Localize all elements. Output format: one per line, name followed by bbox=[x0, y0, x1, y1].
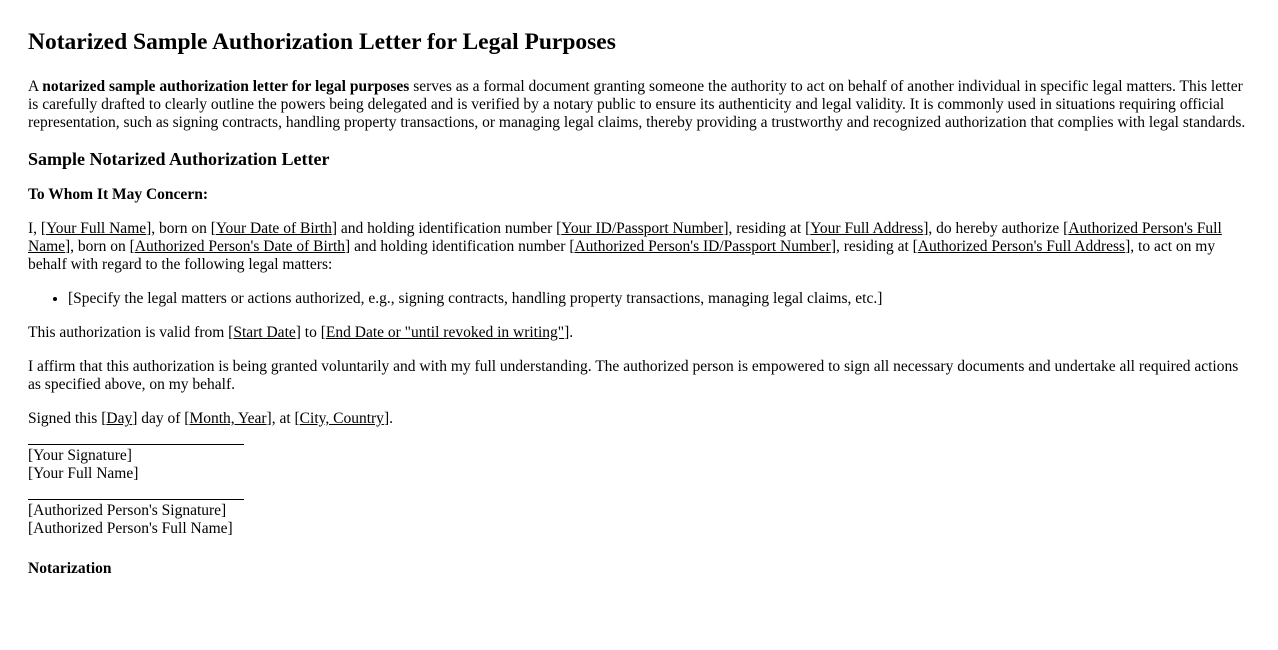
signature-block-grantor bbox=[28, 444, 1250, 483]
intro-paragraph bbox=[28, 78, 1250, 132]
placeholder-your-id-number: Your ID/Passport Number bbox=[561, 220, 724, 237]
signature-label: [Your Signature] bbox=[28, 447, 132, 464]
intro-bold-phrase: notarized sample authorization letter for legal purposes bbox=[42, 78, 410, 95]
intro-prefix: A bbox=[28, 78, 43, 95]
para-text: ] day of [ bbox=[132, 410, 190, 427]
placeholder-authorized-id: Authorized Person's ID/Passport Number bbox=[574, 238, 831, 255]
para-text: ] to [ bbox=[295, 324, 326, 341]
signature-block-authorized bbox=[28, 499, 1250, 538]
placeholder-authorized-address: Authorized Person's Full Address bbox=[917, 238, 1126, 255]
affirmation-paragraph: I affirm that this authorization is being granted voluntarily and with my full understanding. The authorized person is empowered to sign all necessary documents and undertake all required actions as specified above, on my behalf. bbox=[28, 358, 1239, 393]
page-title: Notarized Sample Authorization Letter for Legal Purposes bbox=[28, 29, 616, 55]
signature-name: [Your Full Name] bbox=[28, 465, 139, 482]
para-text: ], to act on my behalf with regard to the following legal matters: bbox=[28, 238, 1216, 273]
section-title: Sample Notarized Authorization Letter bbox=[28, 149, 330, 169]
authorization-paragraph bbox=[28, 220, 1250, 274]
placeholder-authorized-dob: Authorized Person's Date of Birth bbox=[134, 238, 346, 255]
validity-paragraph bbox=[28, 324, 1250, 342]
para-text: ], residing at [ bbox=[830, 238, 918, 255]
placeholder-month-year: Month, Year bbox=[189, 410, 267, 427]
placeholder-your-address: Your Full Address bbox=[810, 220, 924, 237]
para-text: Signed this [ bbox=[28, 410, 107, 427]
signature-name: [Authorized Person's Full Name] bbox=[28, 520, 233, 537]
intro-text: serves as a formal document granting someone the authority to act on behalf of another individual in specific legal matters. This letter is carefully drafted to clearly outline the powers being delegated and is verified by a notary public to ensure its authenticity and legal validity. It is commonly used in situations requiring official representation, such as signing contracts, handling property transactions, or managing legal claims, thereby providing a trustworthy and recognized authorization that complies with legal standards. bbox=[28, 78, 1246, 131]
para-text: This authorization is valid from [ bbox=[28, 324, 234, 341]
placeholder-your-date-of-birth: Your Date of Birth bbox=[215, 220, 332, 237]
signature-label: [Authorized Person's Signature] bbox=[28, 502, 227, 519]
placeholder-authorized-name: Authorized Person's Full Name bbox=[28, 220, 1222, 255]
placeholder-city-country: City, Country bbox=[299, 410, 384, 427]
signed-paragraph bbox=[28, 410, 1250, 428]
authorized-matters-list bbox=[28, 290, 1250, 308]
para-text: ], born on [ bbox=[65, 238, 135, 255]
para-text: ], residing at [ bbox=[723, 220, 811, 237]
para-text: ], do hereby authorize [ bbox=[923, 220, 1069, 237]
para-text: ]. bbox=[564, 324, 574, 341]
notarization-heading: Notarization bbox=[28, 560, 112, 577]
para-text: ] and holding identification number [ bbox=[345, 238, 575, 255]
list-item: • [Specify the legal matters or actions authorized, e.g., signing contracts, handling property transactions, managing legal claims, etc.] bbox=[68, 290, 1250, 308]
placeholder-start-date: Start Date bbox=[233, 324, 296, 341]
para-text: I, [ bbox=[28, 220, 47, 237]
placeholder-day: Day bbox=[106, 410, 133, 427]
salutation: To Whom It May Concern: bbox=[28, 186, 208, 203]
para-text: ], at [ bbox=[266, 410, 300, 427]
placeholder-your-full-name: Your Full Name bbox=[46, 220, 147, 237]
signature-line bbox=[28, 499, 244, 500]
signature-line bbox=[28, 444, 244, 445]
para-text: ] and holding identification number [ bbox=[331, 220, 562, 237]
para-text: ]. bbox=[383, 410, 393, 427]
para-text: ], born on [ bbox=[146, 220, 216, 237]
placeholder-end-date: End Date or "until revoked in writing" bbox=[325, 324, 565, 341]
